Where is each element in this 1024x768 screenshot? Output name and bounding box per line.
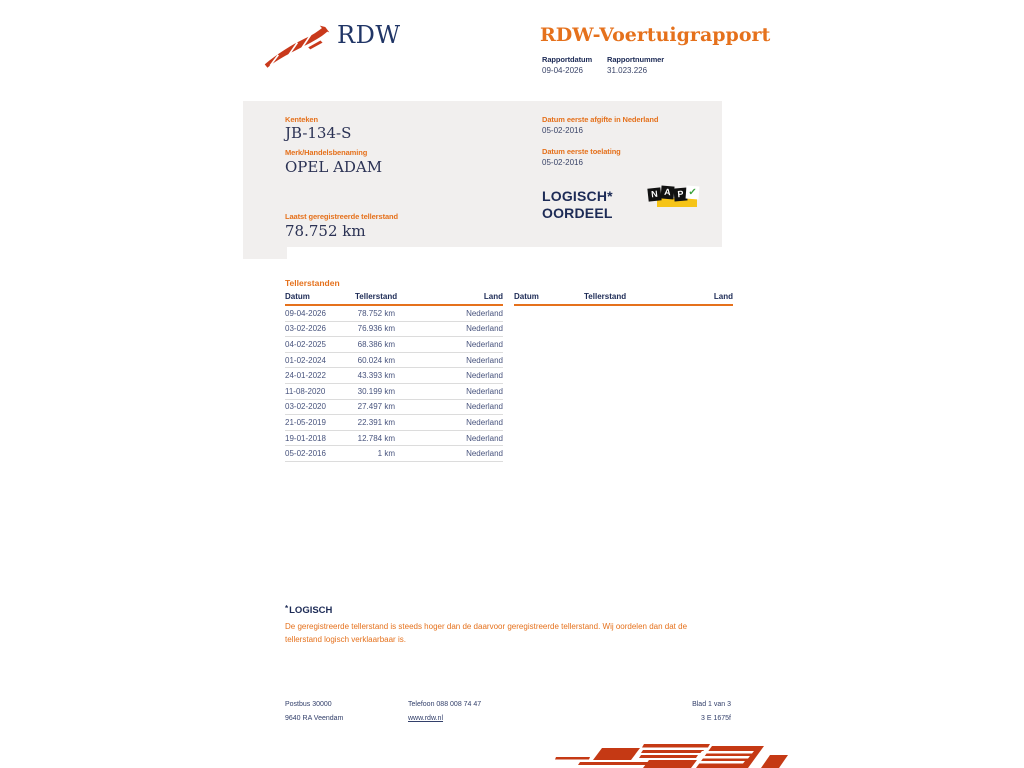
vehicle-summary-box <box>243 101 722 247</box>
nap-letter-n: N <box>647 187 661 201</box>
license-plate-value: JB-134-S <box>285 124 352 142</box>
table-row: 03-02-2026 76.936 km Nederland <box>285 322 503 338</box>
table-row: 21-05-2019 22.391 km Nederland <box>285 415 503 431</box>
brand-label: Merk/Handelsbenaming <box>285 148 368 157</box>
summary-box-tab <box>243 247 287 259</box>
table-row: 03-02-2020 27.497 km Nederland <box>285 400 503 416</box>
table-row: 24-01-2022 43.393 km Nederland <box>285 368 503 384</box>
column-header-land: Land <box>483 292 503 301</box>
table-row: 01-02-2024 60.024 km Nederland <box>285 353 503 369</box>
last-odometer-label: Laatst geregistreerde tellerstand <box>285 212 398 221</box>
odometer-table-right <box>514 292 733 306</box>
report-date-value: 09-04-2026 <box>542 66 583 75</box>
column-header-land: Land <box>713 292 733 301</box>
column-header-tellerstand: Tellerstand <box>584 292 627 301</box>
odometer-section-title: Tellerstanden <box>285 278 340 288</box>
column-header-tellerstand: Tellerstand <box>355 292 398 301</box>
table-row: 04-02-2025 68.386 km Nederland <box>285 337 503 353</box>
footnote-asterisk: * <box>285 604 289 613</box>
footer-website-link[interactable]: www.rdw.nl <box>408 715 444 722</box>
page-title: RDW-Voertuigrapport <box>540 24 771 46</box>
report-number-value: 31.023.226 <box>607 66 648 75</box>
nap-letter-a: A <box>660 185 674 199</box>
column-header-datum: Datum <box>285 292 310 301</box>
table-row: 19-01-2018 12.784 km Nederland <box>285 431 503 447</box>
rdw-logo-wordmark: RDW <box>337 21 401 49</box>
nap-letter-p: P <box>673 187 687 201</box>
table-row: 11-08-2020 30.199 km Nederland <box>285 384 503 400</box>
table-header-row <box>285 292 503 306</box>
first-issue-value: 05-02-2016 <box>542 126 583 135</box>
rdw-bird-logo-icon <box>262 22 330 70</box>
odometer-table-left <box>285 292 503 462</box>
license-plate-label: Kenteken <box>285 115 318 124</box>
footer-phone: Telefoon 088 008 74 47 <box>408 701 482 708</box>
table-header-row <box>514 292 733 306</box>
footnote-title <box>285 604 332 616</box>
rdw-stripes-graphic-icon <box>550 744 790 768</box>
footer-doc-code: 3 E 1675f <box>701 715 731 722</box>
table-row: 05-02-2016 1 km Nederland <box>285 446 503 462</box>
footnote-text: De geregistreerde tellerstand is steeds hoger dan de daarvoor geregistreerde tellerstand. Wij oordelen dan dat de tellerstand logisch verklaarbaar is. <box>285 622 688 644</box>
report-date-label: Rapportdatum <box>542 55 593 64</box>
verdict-text <box>542 188 613 222</box>
verdict-line2: OORDEEL <box>542 205 613 221</box>
footer-address-line1: Postbus 30000 <box>285 701 332 708</box>
first-admission-value: 05-02-2016 <box>542 158 583 167</box>
footer-address-line2: 9640 RA Veendam <box>285 715 344 722</box>
brand-value: OPEL ADAM <box>285 158 383 176</box>
footer-page-indicator: Blad 1 van 3 <box>692 701 731 708</box>
report-number-label: Rapportnummer <box>607 55 665 64</box>
last-odometer-value: 78.752 km <box>285 222 366 240</box>
table-row: 09-04-2026 78.752 km Nederland <box>285 306 503 322</box>
verdict-line1: LOGISCH* <box>542 188 613 204</box>
footnote-title-text: LOGISCH <box>289 605 333 616</box>
first-issue-label: Datum eerste afgifte in Nederland <box>542 115 659 124</box>
nap-checkmark-icon: ✓ <box>686 186 700 200</box>
first-admission-label: Datum eerste toelating <box>542 147 621 156</box>
nap-logo-icon <box>648 185 700 211</box>
column-header-datum: Datum <box>514 292 539 301</box>
